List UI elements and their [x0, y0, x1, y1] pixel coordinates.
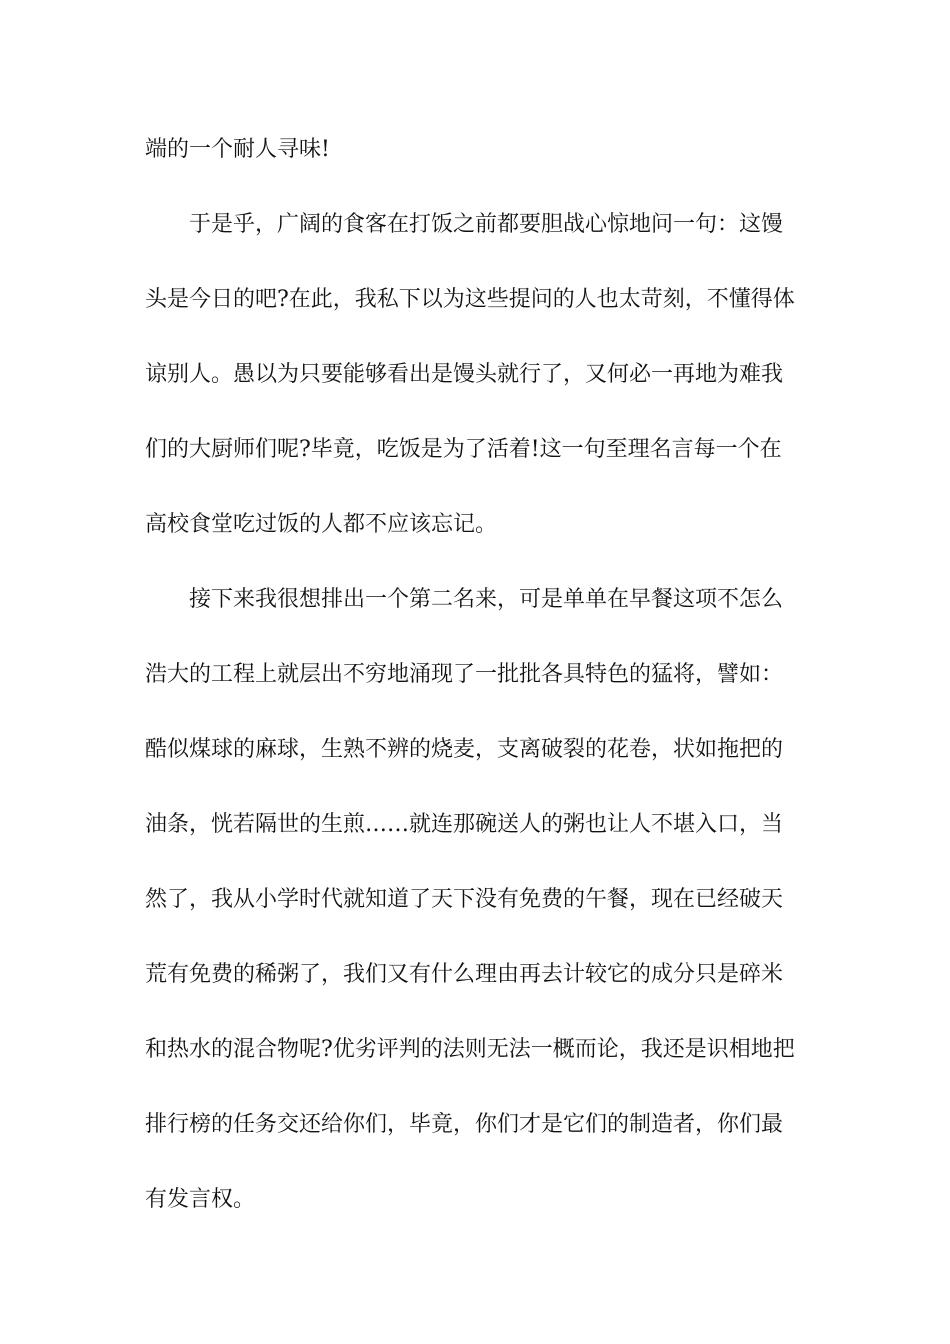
text-line: 高校食堂吃过饭的人都不应该忘记。	[145, 512, 498, 537]
text-line: 头是今日的吧?在此，我私下以为这些提问的人也太苛刻，不懂得体	[145, 287, 795, 312]
text-line: 谅别人。愚以为只要能够看出是馒头就行了，又何必一再地为难我	[145, 362, 784, 387]
text-line: 荒有免费的稀粥了，我们又有什么理由再去计较它的成分只是碎米	[145, 962, 784, 987]
text-line: 酷似煤球的麻球，生熟不辨的烧麦，支离破裂的花卷，状如拖把的	[145, 737, 784, 762]
text-line: 和热水的混合物呢?优劣评判的法则无法一概而论，我还是识相地把	[145, 1037, 795, 1062]
paragraph-first-line: 于是乎，广阔的食客在打饭之前都要胆战心惊地问一句：这馒	[189, 212, 784, 237]
text-line: 们的大厨师们呢?毕竟，吃饭是为了活着!这一句至理名言每一个在	[145, 437, 782, 462]
text-line: 油条，恍若隔世的生煎……就连那碗送人的粥也让人不堪入口，当	[145, 812, 784, 837]
text-line: 有发言权。	[145, 1187, 256, 1212]
paragraph-first-line: 接下来我很想排出一个第二名来，可是单单在早餐这项不怎么	[189, 587, 784, 612]
text-line: 端的一个耐人寻味!	[145, 137, 330, 162]
text-line: 浩大的工程上就层出不穷地涌现了一批批各具特色的猛将，譬如：	[145, 662, 784, 687]
text-line: 排行榜的任务交还给你们，毕竟，你们才是它们的制造者，你们最	[145, 1112, 784, 1137]
text-line: 然了，我从小学时代就知道了天下没有免费的午餐，现在已经破天	[145, 887, 784, 912]
